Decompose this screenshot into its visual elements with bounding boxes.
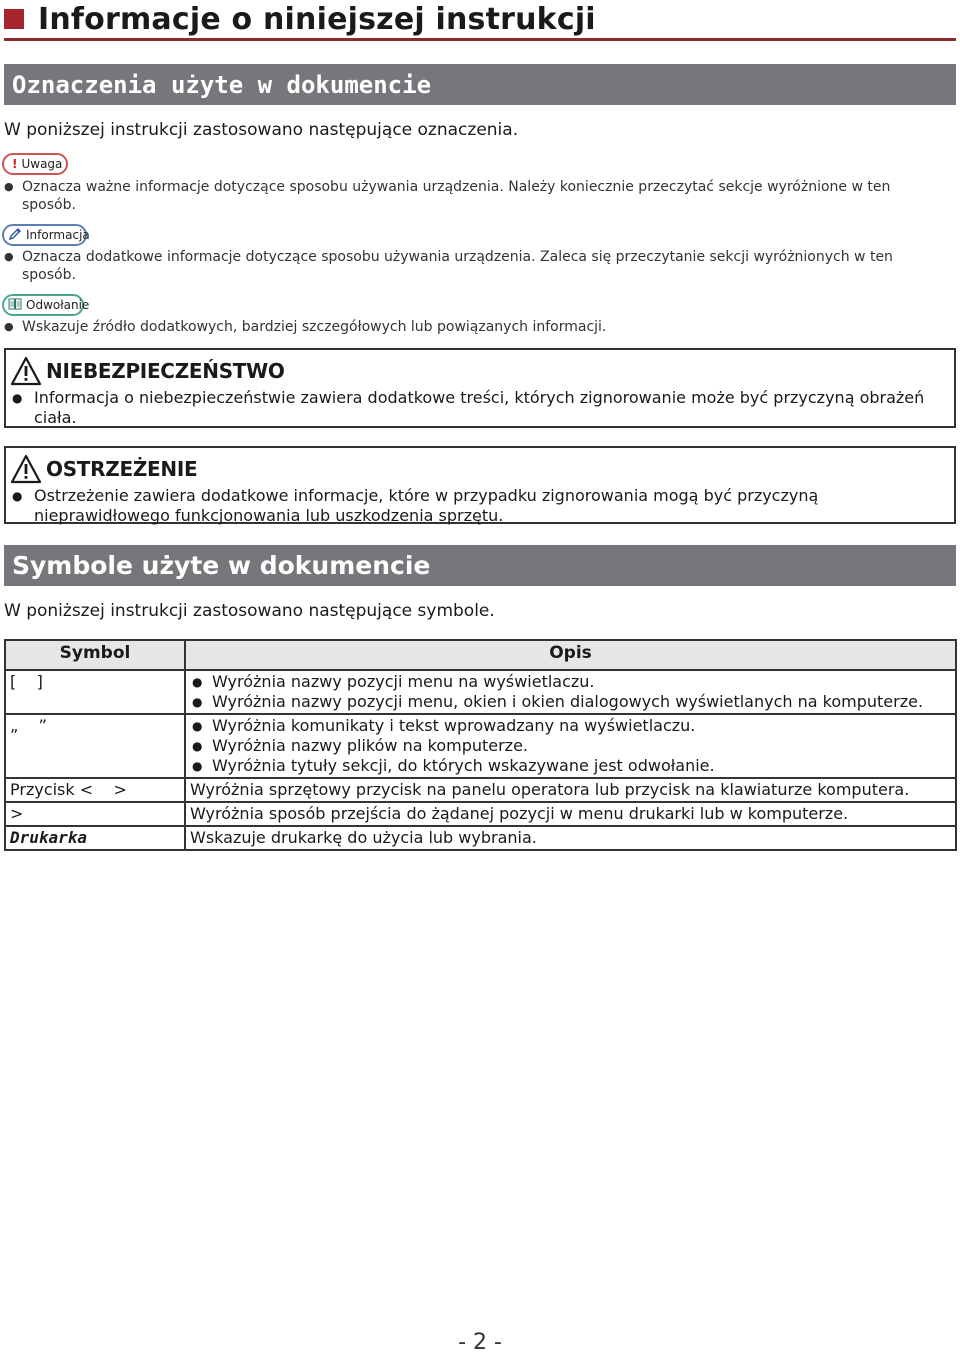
- informacja-label: [2, 224, 90, 246]
- caution-title: OSTRZEŻENIE: [46, 457, 198, 481]
- table-row: [5, 778, 956, 802]
- bullet-icon: ●: [192, 739, 203, 753]
- caution-text-row: [12, 486, 946, 526]
- bullet-icon: ●: [192, 675, 203, 689]
- caution-header: [10, 454, 197, 484]
- desc-cell: Wyróżnia sprzętowy przycisk na panelu operatora lub przycisk na klawiaturze komputera.: [185, 778, 956, 802]
- uwaga-note-text: Oznacza ważne informacje dotyczące sposobu używania urządzenia. Należy koniecznie przeczytać sekcje wyróżnione w ten sposób.: [22, 179, 891, 213]
- warning-triangle-icon: [10, 356, 42, 386]
- header-symbol: Symbol: [5, 640, 185, 670]
- bullet-icon: ●: [4, 180, 14, 193]
- bullet-icon: ●: [192, 719, 203, 733]
- desc-cell: [185, 670, 956, 714]
- pencil-icon: [8, 227, 22, 244]
- section-header-text: Symbole użyte w dokumencie: [12, 551, 431, 580]
- symbols-table: [4, 639, 957, 851]
- title-square-marker: [4, 9, 24, 29]
- bullet-icon: ●: [12, 489, 23, 503]
- bullet-icon: ●: [4, 320, 14, 333]
- page-title-text: Informacje o niniejszej instrukcji: [38, 1, 596, 37]
- caution-text: Ostrzeżenie zawiera dodatkowe informacje, które w przypadku zignorowania mogą być przyczyną nieprawidłowego funkcjonowania lub uszkodzenia sprzętu.: [34, 486, 819, 525]
- danger-box: [4, 348, 956, 428]
- section1-intro: W poniższej instrukcji zastosowano następujące oznaczenia.: [4, 120, 519, 140]
- table-row: [5, 714, 956, 778]
- danger-text-row: [12, 388, 946, 428]
- symbol-cell: >: [5, 802, 185, 826]
- symbol-cell: Przycisk < >: [5, 778, 185, 802]
- bullet-icon: ●: [12, 391, 23, 405]
- odwolanie-label: [2, 294, 90, 316]
- symbol-cell: „ ”: [5, 714, 185, 778]
- desc-cell: Wyróżnia sposób przejścia do żądanej pozycji w menu drukarki lub w komputerze.: [185, 802, 956, 826]
- section2-intro: W poniższej instrukcji zastosowano następujące symbole.: [4, 601, 495, 621]
- danger-text: Informacja o niebezpieczeństwie zawiera dodatkowe treści, których zignorowanie może być przyczyną obrażeń ciała.: [34, 388, 925, 427]
- desc-cell: [185, 714, 956, 778]
- informacja-note: [4, 248, 944, 284]
- desc-line: Wyróżnia nazwy pozycji menu na wyświetlaczu.: [212, 672, 595, 691]
- table-header-row: [5, 640, 956, 670]
- desc-cell: Wskazuje drukarkę do użycia lub wybrania.: [185, 826, 956, 850]
- danger-title: NIEBEZPIECZEŃSTWO: [46, 359, 285, 383]
- bullet-icon: ●: [192, 695, 203, 709]
- desc-line: Wyróżnia nazwy pozycji menu, okien i okien dialogowych wyświetlanych na komputerze.: [212, 692, 924, 711]
- odwolanie-note-text: Wskazuje źródło dodatkowych, bardziej szczegółowych lub powiązanych informacji.: [22, 319, 607, 335]
- odwolanie-label-text: Odwołanie: [26, 298, 90, 312]
- page-title: [4, 0, 956, 38]
- title-rule: [4, 38, 956, 41]
- bullet-icon: ●: [4, 250, 14, 263]
- informacja-note-text: Oznacza dodatkowe informacje dotyczące sposobu używania urządzenia. Zaleca się przeczytanie sekcji wyróżnionych w ten sposób.: [22, 249, 893, 283]
- book-icon: [8, 298, 22, 313]
- table-row: [5, 670, 956, 714]
- desc-line: Wyróżnia nazwy plików na komputerze.: [212, 736, 529, 755]
- exclamation-icon: !: [12, 157, 18, 171]
- table-row: [5, 802, 956, 826]
- header-opis: Opis: [185, 640, 956, 670]
- informacja-label-text: Informacja: [26, 228, 90, 242]
- caution-box: [4, 446, 956, 524]
- desc-line: Wyróżnia tytuły sekcji, do których wskazywane jest odwołanie.: [212, 756, 715, 775]
- section-header-oznaczenia: [4, 64, 956, 105]
- symbol-cell: Drukarka: [5, 826, 185, 850]
- page-number: - 2 -: [458, 1330, 502, 1355]
- uwaga-note: [4, 178, 944, 214]
- bullet-icon: ●: [192, 759, 203, 773]
- section-header-symbole: [4, 545, 956, 586]
- warning-triangle-icon: [10, 454, 42, 484]
- odwolanie-note: [4, 318, 944, 336]
- danger-header: [10, 356, 285, 386]
- desc-line: Wyróżnia komunikaty i tekst wprowadzany na wyświetlaczu.: [212, 716, 696, 735]
- uwaga-label-text: Uwaga: [21, 157, 63, 171]
- section-header-text: Oznaczenia użyte w dokumencie: [12, 70, 432, 99]
- symbol-cell: [ ]: [5, 670, 185, 714]
- table-row: [5, 826, 956, 850]
- uwaga-label: [2, 153, 68, 175]
